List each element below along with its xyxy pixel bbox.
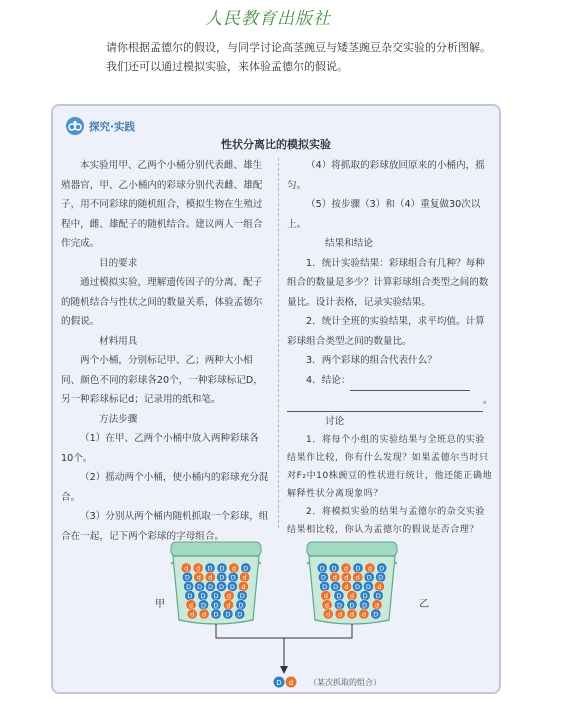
intro-paragraph-2: 我们还可以通过模拟实验，来体验孟德尔的假说。	[106, 60, 348, 73]
svg-text:D: D	[237, 610, 243, 619]
ball-D	[205, 563, 215, 573]
ball-D	[236, 600, 246, 610]
svg-text:d: d	[344, 573, 349, 582]
bucket-left	[171, 542, 261, 624]
left-paragraph: （2）摇动两个小桶，使小桶内的彩球充分混合。	[61, 472, 269, 503]
ball-d	[187, 609, 197, 619]
ball-d	[229, 563, 239, 573]
svg-text:D: D	[319, 564, 325, 573]
svg-text:D: D	[354, 582, 361, 591]
ball-d	[181, 563, 191, 573]
ball-D	[334, 590, 344, 600]
ball-d	[341, 563, 351, 573]
svg-text:D: D	[320, 573, 326, 582]
svg-text:d: d	[361, 610, 366, 619]
ball-d	[193, 563, 203, 573]
ball-D	[228, 572, 238, 582]
svg-text:D: D	[276, 679, 282, 687]
section-header	[66, 116, 135, 136]
svg-text:d: d	[227, 592, 232, 601]
result-ball-D	[274, 677, 285, 688]
ball-d	[199, 609, 209, 619]
ball-D	[216, 581, 226, 591]
bucket-label-left: 甲	[155, 599, 165, 610]
ball-D	[211, 590, 221, 600]
ball-D	[319, 581, 329, 591]
ball-d	[322, 600, 332, 610]
right-paragraph: 3．两个彩球的组合代表什么？	[306, 355, 437, 366]
ball-d	[341, 572, 351, 582]
svg-text:D: D	[378, 573, 384, 582]
svg-text:D: D	[379, 564, 385, 573]
bucket-label-right: 乙	[419, 599, 429, 610]
ball-d	[372, 600, 382, 610]
ball-D	[241, 563, 251, 573]
ball-D	[183, 581, 193, 591]
ball-d	[359, 609, 369, 619]
svg-text:D: D	[336, 601, 343, 610]
bucket-right	[307, 542, 397, 624]
experiment-title: 性状分离比的模拟实验	[221, 138, 331, 151]
ball-D	[235, 609, 245, 619]
left-paragraph: 本实验用甲、乙两个小桶分别代表雌、雄生殖器官，甲、乙小桶内的彩球分别代表雌、雄配子，用不同彩球的随机组合，模拟生物在生殖过程中，雌、雄配子的随机结合。建议两人一组合作完成。	[61, 160, 263, 249]
ball-D	[205, 581, 215, 591]
ball-d	[223, 600, 233, 610]
ball-d	[238, 581, 248, 591]
ball-D	[329, 563, 339, 573]
arrow-head	[280, 666, 288, 674]
ball-D	[371, 609, 381, 619]
svg-text:D: D	[186, 582, 192, 591]
svg-text:D: D	[362, 592, 368, 601]
discussion-item: 2．将模拟实验的结果与孟德尔的杂交实验结果相比较，你认为孟德尔的假说是否合理？	[287, 507, 486, 535]
ball-d	[335, 609, 345, 619]
svg-text:D: D	[184, 573, 190, 582]
ball-D	[347, 600, 357, 610]
svg-text:d: d	[190, 610, 195, 619]
ball-D	[318, 572, 328, 582]
svg-text:d: d	[202, 610, 207, 619]
svg-text:D: D	[238, 601, 244, 610]
svg-text:D: D	[349, 601, 355, 610]
right-paragraph: 1．统计实验结果：彩球组合有几种？每种组合的数量是多少？计算彩球组合类型之间的数量比。设计表格，记录实验结果。	[287, 257, 489, 308]
left-paragraph: 两个小桶，分别标记甲、乙；两种大小相同、颜色不同的彩球各20个，一种彩球标记D，另一种彩球标记d；记录用的纸和笔。	[61, 355, 263, 405]
ball-d	[224, 590, 234, 600]
ball-d	[186, 600, 196, 610]
conclusion-line	[287, 371, 493, 392]
svg-text:D: D	[200, 601, 207, 610]
ball-D	[237, 590, 247, 600]
ball-d	[347, 590, 357, 600]
svg-text:D: D	[365, 582, 371, 591]
svg-text:d: d	[377, 582, 382, 591]
svg-text:d: d	[188, 601, 194, 610]
ball-d	[374, 581, 384, 591]
ball-d	[205, 572, 215, 582]
svg-text:d: d	[355, 573, 360, 582]
svg-text:D: D	[322, 582, 328, 591]
ball-d	[341, 581, 351, 591]
right-paragraph: （4）将抓取的彩球放回原来的小桶内，摇匀。	[287, 160, 485, 191]
conclusion-blank-2	[287, 391, 483, 412]
svg-text:d: d	[367, 564, 372, 573]
left-heading: 材料用具	[99, 335, 138, 347]
ball-D	[364, 572, 374, 582]
svg-text:D: D	[213, 610, 219, 619]
svg-text:d: d	[326, 610, 331, 619]
conclusion-period: 。	[483, 395, 493, 406]
ball-D	[373, 590, 383, 600]
svg-text:D: D	[229, 582, 235, 591]
experiment-icon	[66, 117, 84, 135]
ball-D	[198, 590, 208, 600]
ball-D	[317, 563, 327, 573]
svg-text:D: D	[230, 573, 236, 582]
svg-text:D: D	[355, 564, 361, 573]
svg-text:D: D	[375, 592, 381, 601]
intro-text	[84, 38, 504, 76]
svg-text:d: d	[338, 610, 343, 619]
svg-text:d: d	[226, 601, 231, 610]
svg-text:d: d	[196, 573, 201, 582]
right-paragraph: （5）按步骤（3）和（4）重复做30次以上。	[287, 199, 481, 230]
column-divider	[278, 158, 279, 528]
svg-text:D: D	[218, 582, 225, 591]
ball-D	[352, 581, 362, 591]
svg-text:d: d	[349, 592, 355, 601]
svg-text:d: d	[231, 564, 236, 573]
svg-text:D: D	[197, 582, 203, 591]
svg-text:d: d	[323, 592, 328, 601]
ball-D	[377, 563, 387, 573]
svg-text:d: d	[349, 610, 355, 619]
ball-D	[353, 563, 363, 573]
svg-text:d: d	[242, 573, 247, 582]
ball-d	[321, 590, 331, 600]
svg-text:D: D	[373, 610, 379, 619]
ball-D	[185, 590, 195, 600]
svg-text:D: D	[366, 573, 372, 582]
ball-d	[353, 572, 363, 582]
svg-text:d: d	[208, 573, 213, 582]
svg-text:d: d	[288, 679, 294, 687]
svg-text:D: D	[331, 564, 337, 573]
conclusion-line-2	[287, 391, 493, 412]
svg-text:D: D	[225, 610, 231, 619]
conclusion-label: 4．结论：	[306, 374, 351, 386]
result-ball-d	[286, 677, 297, 688]
left-column	[61, 156, 269, 546]
svg-text:d: d	[332, 573, 337, 582]
svg-text:d: d	[344, 582, 349, 591]
ball-D	[359, 600, 369, 610]
results-heading: 结果和结论	[325, 238, 373, 249]
ball-D	[375, 572, 385, 582]
ball-D	[334, 600, 344, 610]
ball-d	[239, 572, 249, 582]
svg-text:D: D	[213, 601, 219, 610]
section-label: 探究·实践	[89, 120, 135, 133]
discussion-item: 1．将每个小组的实验结果与全班总的实验结果作比较，你有什么发现？如果孟德尔当时只对F₂中10株豌豆的性状进行统计，他还能正确地解释性状分离现象吗？	[287, 435, 493, 499]
svg-text:d: d	[196, 564, 201, 573]
ball-D	[217, 572, 227, 582]
svg-text:d: d	[241, 582, 246, 591]
svg-text:D: D	[361, 601, 368, 610]
svg-text:D: D	[336, 592, 342, 601]
svg-text:D: D	[207, 582, 214, 591]
publisher-logo: 人民教育出版社	[205, 9, 331, 29]
ball-D	[227, 581, 237, 591]
svg-text:D: D	[239, 592, 245, 601]
conclusion-blank	[350, 371, 470, 392]
svg-text:D: D	[207, 564, 213, 573]
ball-D	[217, 563, 227, 573]
left-paragraph: （3）分别从两个桶内随机抓取一个彩球，组合在一起，记下两个彩球的字母组合。	[61, 511, 269, 542]
svg-text:d: d	[184, 564, 189, 573]
svg-text:d: d	[343, 564, 349, 573]
left-paragraph: （1）在甲、乙两个小桶中放入两种彩球各10个。	[61, 433, 259, 464]
buckets-figure	[53, 534, 499, 694]
left-heading: 目的要求	[99, 257, 138, 269]
ball-d	[365, 563, 375, 573]
svg-text:D: D	[187, 592, 193, 601]
left-heading: 方法步骤	[99, 413, 138, 425]
ball-D	[194, 581, 204, 591]
connector-lines	[216, 624, 352, 638]
discussion-heading: 讨论	[325, 415, 345, 427]
ball-D	[182, 572, 192, 582]
svg-text:D: D	[200, 592, 206, 601]
ball-d	[194, 572, 204, 582]
intro-paragraph-1: 请你根据孟德尔的假设，与同学讨论高茎豌豆与矮茎豌豆杂交实验的分析图解。	[106, 41, 491, 54]
left-paragraph: 通过模拟实验，理解遗传因子的分离、配子的随机结合与性状之间的数量关系，体验孟德尔的假说。	[61, 277, 263, 327]
ball-D	[211, 609, 221, 619]
ball-D	[223, 609, 233, 619]
ball-d	[347, 609, 357, 619]
ball-D	[330, 581, 340, 591]
svg-text:D: D	[213, 592, 219, 601]
ball-D	[211, 600, 221, 610]
ball-D	[198, 600, 208, 610]
svg-text:D: D	[219, 573, 225, 582]
ball-d	[323, 609, 333, 619]
svg-text:D: D	[219, 564, 225, 573]
svg-text:d: d	[324, 601, 330, 610]
ball-D	[363, 581, 373, 591]
svg-text:d: d	[374, 601, 380, 610]
ball-d	[330, 572, 340, 582]
experiment-box	[51, 104, 501, 694]
right-column	[287, 156, 493, 539]
right-paragraph: 2．统计全班的实验结果，求平均值。计算彩球组合类型之间的数量比。	[287, 316, 485, 347]
ball-D	[360, 590, 370, 600]
svg-text:D: D	[333, 582, 339, 591]
svg-text:D: D	[243, 564, 249, 573]
figure-caption: （某次抓取的组合）	[309, 678, 381, 687]
